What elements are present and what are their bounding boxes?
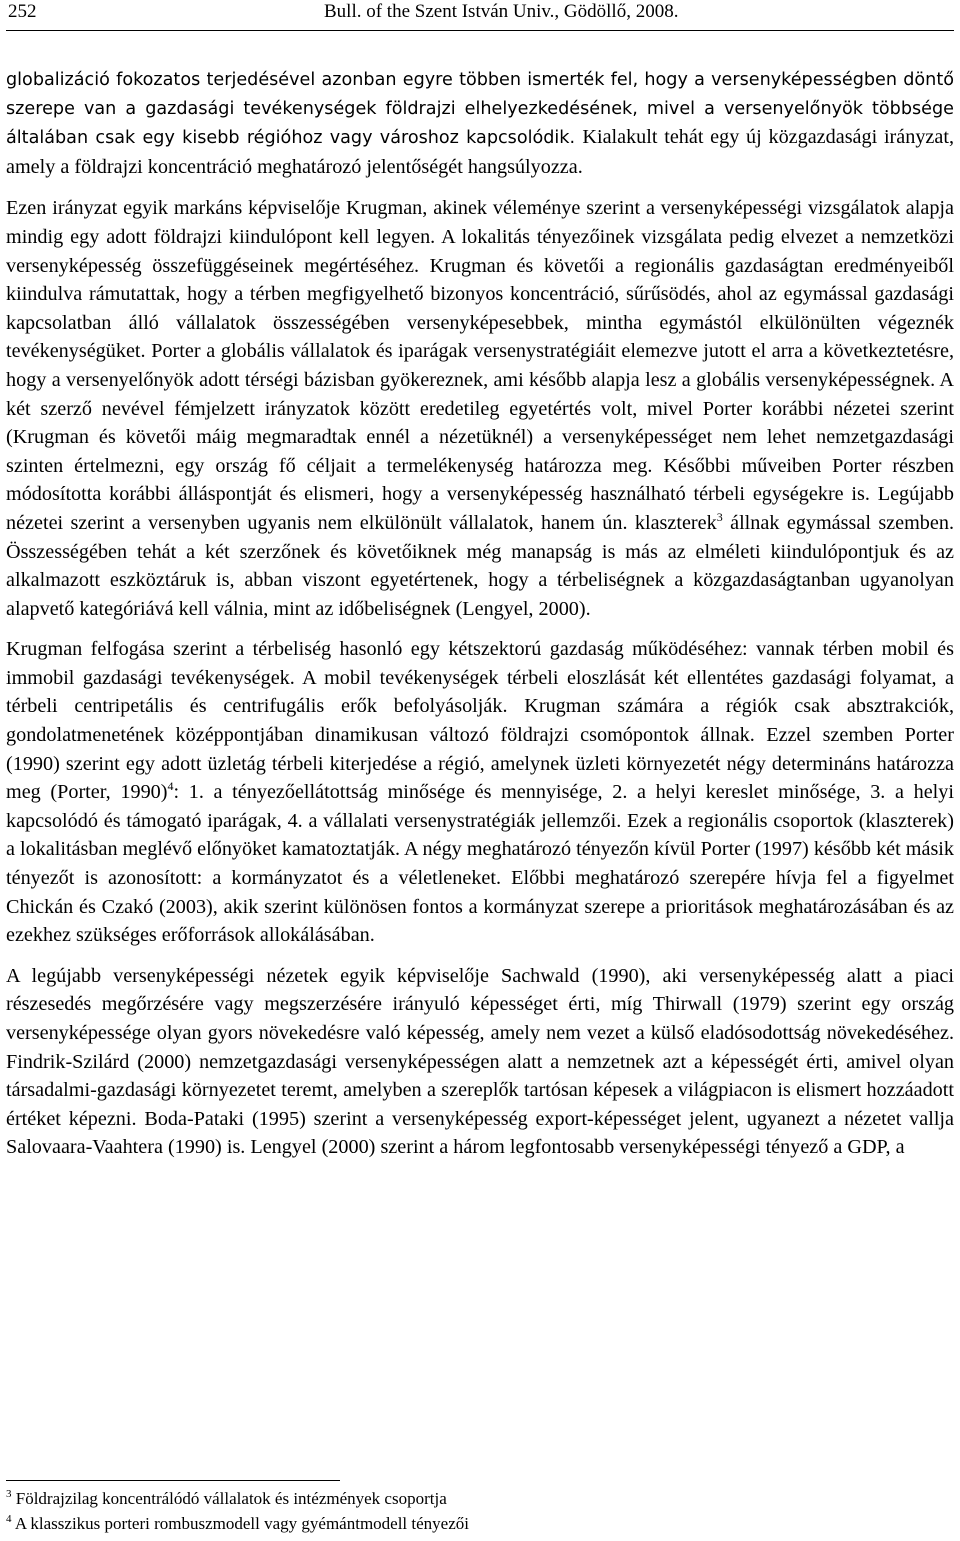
paragraph-2 bbox=[6, 194, 954, 623]
header-rule bbox=[6, 30, 954, 31]
footnotes bbox=[6, 1486, 946, 1536]
paragraph-3-text-a: Krugman felfogása szerint a térbeliség hasonló egy kétszektorú gazdaság működéséhez: vannak térben mobil és immobil gazdasági tevékenységek. A mobil tevékenységek térbeli eloszlását két ellentétes gazdasági folyamat, a térbeli centripetális és centrifugális erők befolyásolják. Krugman számára a régiók csak absztrakciók, gondolatmenetének középpontjában dinamikusan változó földrajzi csomópontok állnak. Ezzel szemben Porter (1990) szerint egy adott üzletág térbeli kiterjedése a régió, amelynek üzleti környezetét négy determináns határozza meg (Porter, 1990) bbox=[6, 638, 954, 804]
paragraph-1-text-b: Kialakult tehát egy új közgazdasági irányzat, amely a földrajzi koncentráció meghatározó jelentőségét hangsúlyozza. bbox=[6, 126, 954, 178]
paragraph-2-text-b: állnak egymással szemben. Összességében tehát a két szerzőnek és követőiknek még manapság is más az elméleti kiindulópontjuk és az alkalmazott eszköztáruk is, abban viszont egyetértenek, hogy a térbeliségnek a közgazdaságtanban ugyanolyan alapvető kategóriává kell válnia, mint az időbeliségnek (Lengyel, 2000). bbox=[6, 511, 954, 620]
body-text bbox=[6, 66, 954, 1174]
footnote-text: Földrajzilag koncentrálódó vállalatok és intézmények csoportja bbox=[15, 1489, 447, 1508]
footnote-mark: 4 bbox=[6, 1513, 12, 1525]
footnote-text: A klasszikus porteri rombuszmodell vagy gyémántmodell tényezői bbox=[14, 1514, 469, 1533]
paragraph-3-text-b: : 1. a tényezőellátottság minősége és mennyisége, 2. a helyi kereslet minősége, 3. a helyi kapcsolódó és támogató iparágak, 4. a vállalati versenystratégiák jellemzői. Ezek a regionális csoportok (klaszterek) a lokalitásban meglévő előnyöket kamatoztatják. A négy meghatározó tényezőn kívül Porter (1997) később két másik tényezőt is azonosított: a kormányzatot és a véletleneket. Előbbi meghatározó szerepére hívja fel a figyelmet Chickán és Czakó (2003), akik szerint különösen fontos a kormányzat szerepe a prioritások meghatározásában és az ezekhez szükséges erőforrások allokálásában. bbox=[6, 781, 954, 947]
paragraph-1-text: globalizáció fokozatos terjedésével azonban egyre többen ismerték fel, hogy a versenyképességben döntő szerepe van a gazdasági tevékenységek földrajzi elhelyezkedésének, mivel a versenyelőnyök többsége általában csak egy kisebb régióhoz vagy városhoz kapcsolódik. bbox=[6, 70, 954, 149]
paragraph-1 bbox=[6, 66, 954, 182]
footnote-rule bbox=[6, 1480, 340, 1481]
footnote-ref-3[interactable]: 3 bbox=[716, 509, 723, 524]
journal-title: Bull. of the Szent István Univ., Gödöllő, 2008. bbox=[324, 1, 679, 22]
paragraph-4-text: A legújabb versenyképességi nézetek egyik képviselője Sachwald (1990), aki versenyképesség alatt a piaci részesedés megőrzésére vagy megszerzésére irányuló képességet érti, míg Thirwall (1979) szerint egy ország versenyképessége olyan gyors növekedésre való képesség, amely nem vezet a külső eladósodottság növekedéséhez. Findrik-Szilárd (2000) nemzetgazdasági versenyképességen alatt a nemzetnek azt a képességét érti, amivel olyan társadalmi-gazdasági környezetet teremt, amelyben a szereplők tartósan képesek a világpiacon is elismert hozzáadott értéket képezni. Boda-Pataki (1995) szerint a versenyképesség export-képességet jelent, ugyanezt a nézetet vallja Salovaara-Vaahtera (1990) is. Lengyel (2000) szerint a három legfontosabb versenyképességi tényező a GDP, a bbox=[6, 964, 954, 1159]
footnote-mark: 3 bbox=[6, 1488, 12, 1500]
footnote-4 bbox=[6, 1511, 946, 1536]
running-header bbox=[6, 0, 954, 26]
footnote-ref-4[interactable]: 4 bbox=[167, 779, 174, 794]
paragraph-2-text-a: Ezen irányzat egyik markáns képviselője Krugman, akinek véleménye szerint a versenyképességi vizsgálatok alapja mindig egy adott földrajzi kiindulópont kell legyen. A lokalitás tényezőinek vizsgálata pedig elvezet a nemzetközi versenyképesség összefüggéseinek megértéséhez. Krugman és követői a regionális gazdaságtan eredményeiből kiindulva rámutattak, hogy a térben megfigyelhető bizonyos koncentráció, sűrűsödés, ahol az egymással gazdasági kapcsolatban álló vállalatok összességében versenyképesebbek, mintha egymástól elkülönülten végeznék tevékenységüket. Porter a globális vállalatok és iparágak versenystratégiáit elemezve jutott el arra a következtetésre, hogy a versenyelőnyök adott térségi bázisban gyökereznek, ami később alapja lesz a globális versenyképességnek. A két szerző nevével fémjelzett irányzatok között eredetileg egyetértés volt, mivel Porter korábbi nézetei szerint (Krugman és követői máig megmaradtak ennél a nézetüknél) a versenyképességet nem lehet nemzetgazdasági szinten értelmezni, egy ország fő céljait a termelékenység határozza meg. Későbbi műveiben Porter részben módosította korábbi álláspontját és elismeri, hogy a versenyképesség használható térbeli egységekre is. Legújabb nézetei szerint a versenyben ugyanis nem elkülönült vállalatok, hanem ún. klaszterek bbox=[6, 197, 954, 534]
paragraph-3 bbox=[6, 635, 954, 950]
page-number: 252 bbox=[8, 1, 37, 22]
paragraph-4 bbox=[6, 962, 954, 1162]
footnote-3 bbox=[6, 1486, 946, 1511]
